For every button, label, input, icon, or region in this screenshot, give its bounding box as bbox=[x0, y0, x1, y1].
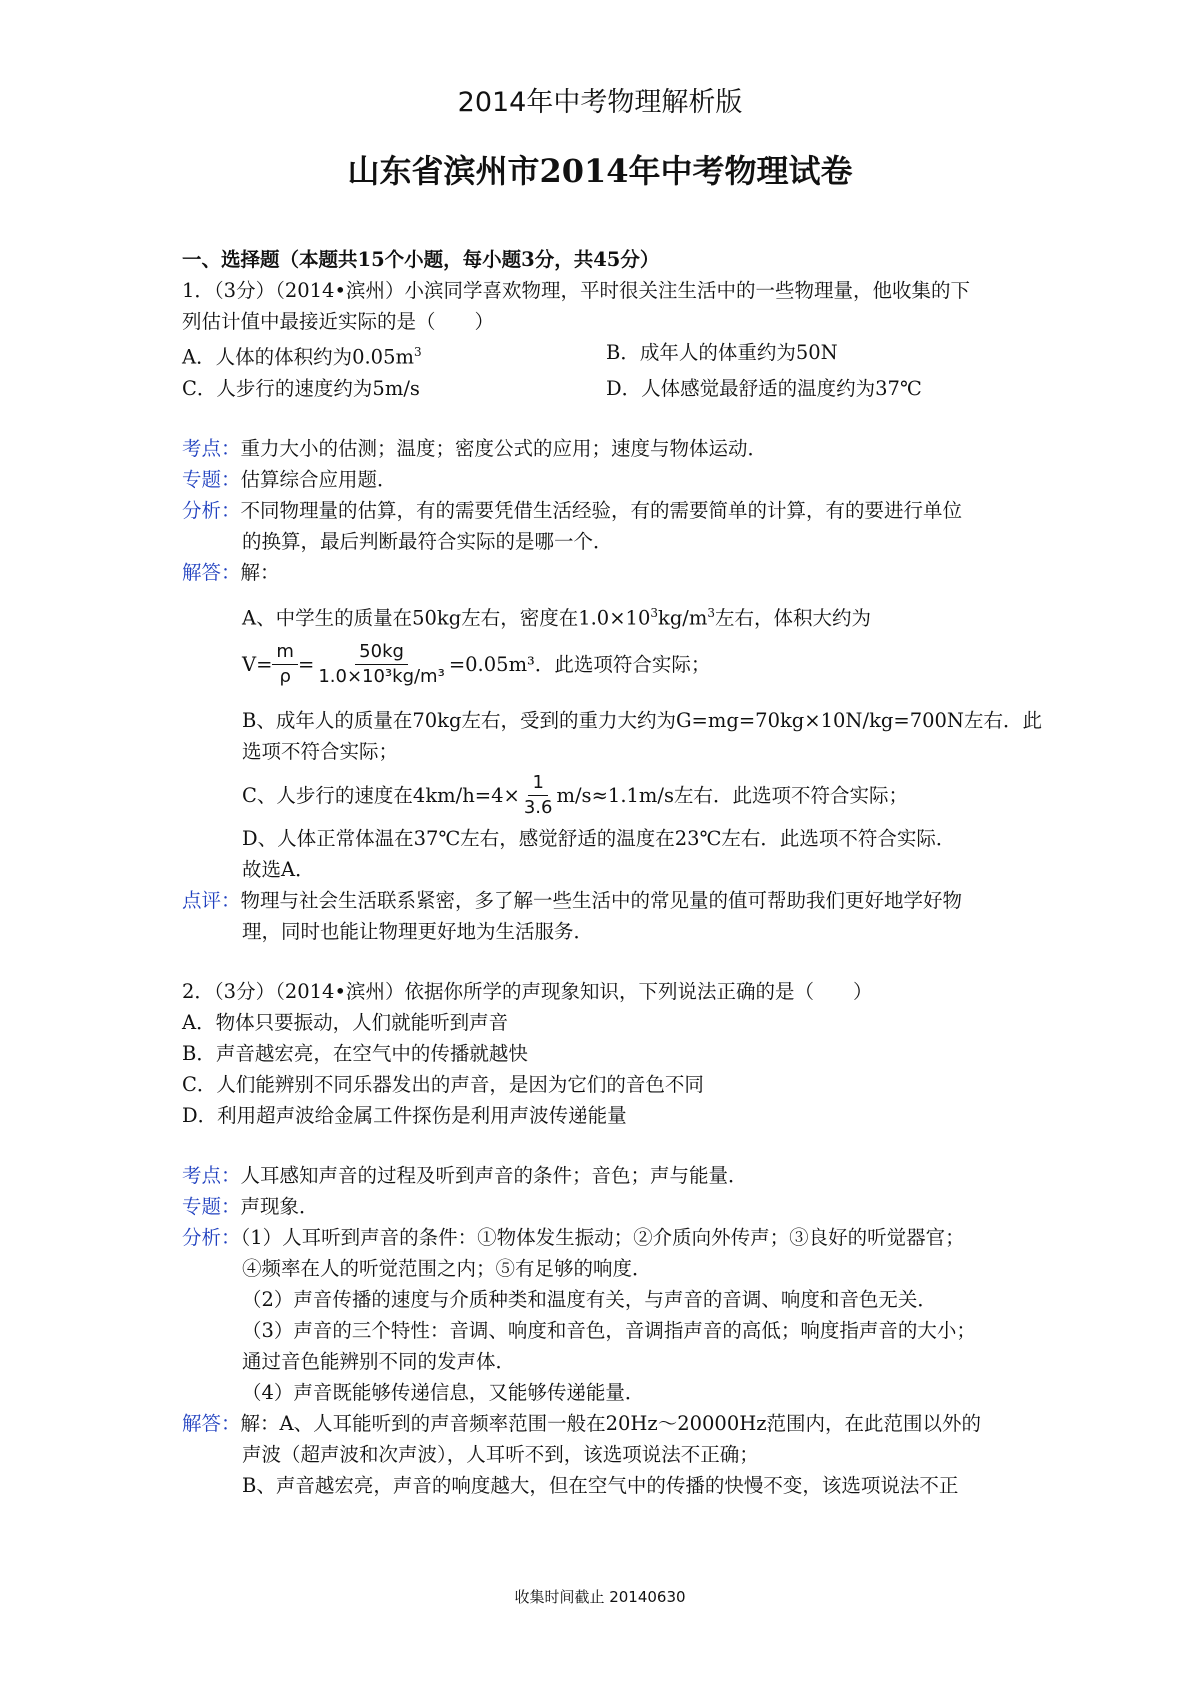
option-a bbox=[182, 337, 606, 373]
option-a-text: A．人体的体积约为0.05m bbox=[182, 345, 414, 369]
zhuanti-row bbox=[182, 1191, 1040, 1222]
formula-text: C、人步行的速度在4km/h=4× bbox=[242, 783, 520, 807]
section-heading: 一、选择题（本题共15个小题，每小题3分，共45分） bbox=[182, 248, 660, 271]
question-stem: 列估计值中最接近实际的是（ ） bbox=[182, 310, 495, 333]
fenxi-label: 分析： bbox=[182, 1226, 241, 1249]
fraction-numerator: m bbox=[272, 640, 298, 665]
question-stem: 2．（3分）（2014•滨州）依据你所学的声现象知识，下列说法正确的是（ ） bbox=[182, 980, 873, 1003]
page-header: 2014年中考物理解析版 bbox=[457, 87, 743, 118]
answer-b-text-cont: 选项不符合实际； bbox=[242, 740, 399, 763]
question-stem: 1．（3分）（2014•滨州）小滨同学喜欢物理，平时很关注生活中的一些物理量，他收集的下 bbox=[182, 279, 970, 302]
page-footer: 收集时间截止 20140630 bbox=[514, 1588, 686, 1606]
jieda-text: 解： bbox=[240, 560, 280, 584]
option-c: C．人步行的速度约为5m/s bbox=[182, 376, 420, 400]
fenxi-text-cont: （3）声音的三个特性：音调、响度和音色，音调指声音的高低；响度指声音的大小； bbox=[242, 1319, 976, 1342]
fenxi-text-cont: ④频率在人的听觉范围之内；⑤有足够的响度． bbox=[242, 1257, 652, 1280]
fenxi-text-cont: （4）声音既能够传递信息，又能够传递能量． bbox=[242, 1381, 645, 1404]
superscript: 3 bbox=[707, 605, 715, 620]
fraction-denominator: ρ bbox=[279, 665, 291, 687]
option-c: C．人们能辨别不同乐器发出的声音，是因为它们的音色不同 bbox=[182, 1073, 704, 1096]
answer-b-text: B、成年人的质量在70kg左右，受到的重力大约为G=mg=70kg×10N/kg=700N左右．此 bbox=[242, 709, 1042, 732]
kaodian-label: 考点： bbox=[182, 436, 241, 460]
fenxi-row bbox=[182, 495, 1040, 526]
option-b: B．声音越宏亮，在空气中的传播就越快 bbox=[182, 1042, 528, 1065]
fenxi-text: 不同物理量的估算，有的需要凭借生活经验，有的需要简单的计算，有的要进行单位 bbox=[240, 498, 963, 522]
answer-d-text: D、人体正常体温在37℃左右，感觉舒适的温度在23℃左右．此选项不符合实际． bbox=[242, 827, 956, 850]
superscript: 3 bbox=[414, 345, 422, 359]
zhuanti-text: 声现象． bbox=[240, 1195, 319, 1218]
fenxi-row bbox=[182, 1222, 1040, 1253]
superscript: 3 bbox=[650, 605, 658, 620]
fraction-numerator: 50kg bbox=[355, 640, 408, 665]
dianping-label: 点评： bbox=[182, 889, 241, 912]
volume-formula bbox=[182, 633, 1040, 695]
answer-a-text bbox=[182, 598, 1040, 634]
jieda-text: 解：A、人耳能听到的声音频率范围一般在20Hz～20000Hz范围内，在此范围以外的 bbox=[240, 1412, 982, 1435]
fraction-one-over-3-6 bbox=[520, 771, 557, 820]
formula-text: V= bbox=[242, 652, 273, 676]
jieda-label: 解答： bbox=[182, 1412, 241, 1435]
answer-text: 左右，体积大约为 bbox=[715, 606, 872, 629]
fraction-denominator: 3.6 bbox=[523, 796, 553, 818]
zhuanti-label: 专题： bbox=[182, 467, 241, 491]
jieda-text-cont: B、声音越宏亮，声音的响度越大，但在空气中的传播的快慢不变，该选项说法不正 bbox=[242, 1474, 959, 1497]
fraction-numerator: 1 bbox=[528, 771, 547, 796]
jieda-row bbox=[182, 1408, 1040, 1439]
zhuanti-row bbox=[182, 464, 1040, 495]
option-a: A．物体只要振动，人们就能听到声音 bbox=[182, 1011, 509, 1034]
exam-title: 山东省滨州市2014年中考物理试卷 bbox=[347, 152, 853, 190]
document-body bbox=[182, 244, 1040, 1501]
jieda-text-cont: 声波（超声波和次声波），人耳听不到，该选项说法不正确； bbox=[242, 1443, 759, 1466]
kaodian-row bbox=[182, 433, 1040, 464]
options-row bbox=[182, 373, 1040, 404]
fenxi-text-cont: 的换算，最后判断最符合实际的是哪一个． bbox=[242, 529, 613, 553]
formula-text: =0.05m³．此选项符合实际； bbox=[448, 652, 711, 676]
answer-text: A、中学生的质量在50kg左右，密度在1.0×10 bbox=[242, 606, 651, 629]
zhuanti-text: 估算综合应用题． bbox=[240, 467, 397, 491]
formula-text: m/s≈1.1m/s左右．此选项不符合实际； bbox=[556, 783, 908, 807]
dianping-text-cont: 理，同时也能让物理更好地为生活服务． bbox=[242, 920, 594, 943]
answer-text: kg/m bbox=[658, 606, 708, 629]
dianping-text: 物理与社会生活联系紧密，多了解一些生活中的常见量的值可帮助我们更好地学好物 bbox=[240, 889, 963, 912]
speed-formula bbox=[182, 767, 1040, 823]
fenxi-text-cont: 通过音色能辨别不同的发声体． bbox=[242, 1350, 516, 1373]
fraction-denominator: 1.0×10³kg/m³ bbox=[318, 665, 445, 687]
fenxi-text: （1）人耳听到声音的条件：①物体发生振动；②介质向外传声；③良好的听觉器官； bbox=[240, 1226, 965, 1249]
jieda-row bbox=[182, 557, 1040, 588]
kaodian-text: 重力大小的估测；温度；密度公式的应用；速度与物体运动． bbox=[240, 436, 768, 460]
zhuanti-label: 专题： bbox=[182, 1195, 241, 1218]
kaodian-row bbox=[182, 1160, 1040, 1191]
option-d: D．利用超声波给金属工件探伤是利用声波传递能量 bbox=[182, 1104, 627, 1127]
fraction-m-over-rho bbox=[272, 640, 298, 689]
fraction-mass-over-density bbox=[314, 640, 449, 689]
fenxi-label: 分析： bbox=[182, 498, 241, 522]
final-answer: 故选A． bbox=[242, 858, 315, 881]
option-b: B．成年人的体重约为50N bbox=[606, 341, 838, 364]
dianping-row bbox=[182, 885, 1040, 916]
formula-text: = bbox=[297, 652, 315, 676]
question-1 bbox=[182, 275, 1040, 947]
jieda-label: 解答： bbox=[182, 560, 241, 584]
kaodian-label: 考点： bbox=[182, 1164, 241, 1187]
option-d: D．人体感觉最舒适的温度约为37℃ bbox=[606, 376, 922, 400]
kaodian-text: 人耳感知声音的过程及听到声音的条件；音色；声与能量． bbox=[240, 1164, 748, 1187]
question-2 bbox=[182, 976, 1040, 1501]
options-row bbox=[182, 337, 1040, 373]
fenxi-text-cont: （2）声音传播的速度与介质种类和温度有关，与声音的音调、响度和音色无关． bbox=[242, 1288, 937, 1311]
